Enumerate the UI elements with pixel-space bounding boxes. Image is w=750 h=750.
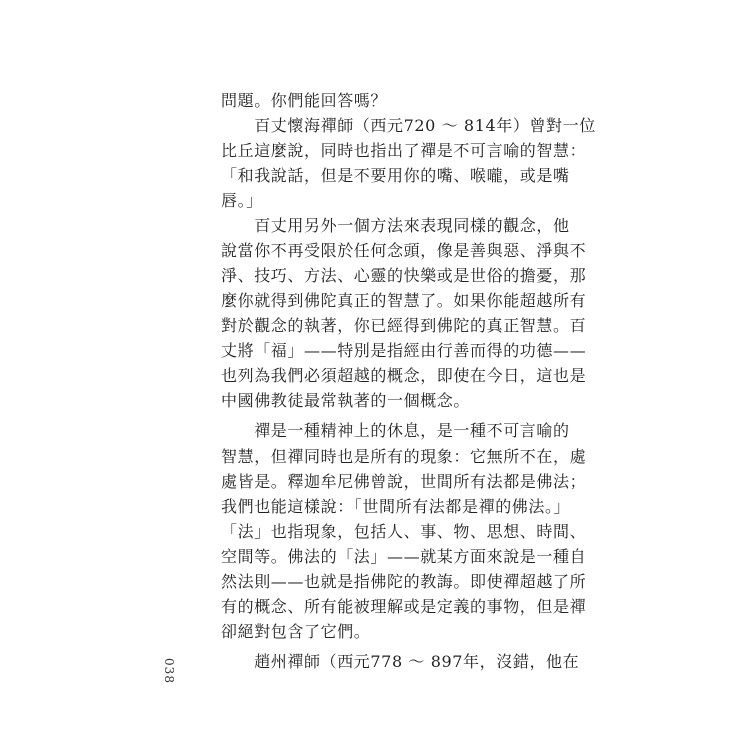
text-line-7: 說當你不再受限於任何念頭，像是善與惡、淨與不 <box>221 241 587 260</box>
page-number: 038 <box>161 658 176 684</box>
text-line-20: 然法則——也就是指佛陀的教誨。即使禪超越了所 <box>221 572 587 591</box>
text-line-11: 丈將「福」——特別是指經由行善而得的功德—— <box>221 341 587 360</box>
text-line-4: 「和我說話，但是不要用你的嘴、喉嚨，或是嘴 <box>221 166 570 185</box>
text-line-15: 智慧，但禪同時也是所有的現象：它無所不在，處 <box>221 447 587 466</box>
text-line-6: 百丈用另外一個方法來表現同樣的觀念，他 <box>221 216 570 235</box>
text-line-17: 我們也能這樣說：「世間所有法都是禪的佛法。」 <box>221 497 571 516</box>
text-line-5: 唇。」 <box>221 191 263 210</box>
text-line-3: 比丘這麼說，同時也指出了禪是不可言喻的智慧： <box>221 141 587 160</box>
text-line-1: 問題。你們能回答嗎？ <box>221 91 388 110</box>
text-line-2: 百丈懷海禪師（西元720 ～ 814年）曾對一位 <box>221 116 596 135</box>
text-line-18: 「法」也指現象，包括人、事、物、思想、時間、 <box>221 522 587 541</box>
text-line-19: 空間等。佛法的「法」——就某方面來說是一種自 <box>221 547 587 566</box>
text-line-16: 處皆是。釋迦牟尼佛曾說，世間所有法都是佛法； <box>221 472 587 491</box>
text-line-12: 也列為我們必須超越的概念，即使在今日，這也是 <box>221 366 587 385</box>
text-line-23: 趙州禪師（西元778 ～ 897年，沒錯，他在 <box>221 652 580 671</box>
text-line-8: 淨、技巧、方法、心靈的快樂或是世俗的擔憂，那 <box>221 266 587 285</box>
text-line-22: 卻絕對包含了它們。 <box>221 622 371 641</box>
text-line-13: 中國佛教徒最常執著的一個概念。 <box>221 391 471 410</box>
text-line-9: 麼你就得到佛陀真正的智慧了。如果你能超越所有 <box>221 291 587 310</box>
text-line-14: 禪是一種精神上的休息，是一種不可言喻的 <box>221 421 570 440</box>
text-line-21: 有的概念、所有能被理解或是定義的事物，但是禪 <box>221 597 587 616</box>
text-line-10: 對於觀念的執著，你已經得到佛陀的真正智慧。百 <box>221 316 587 335</box>
